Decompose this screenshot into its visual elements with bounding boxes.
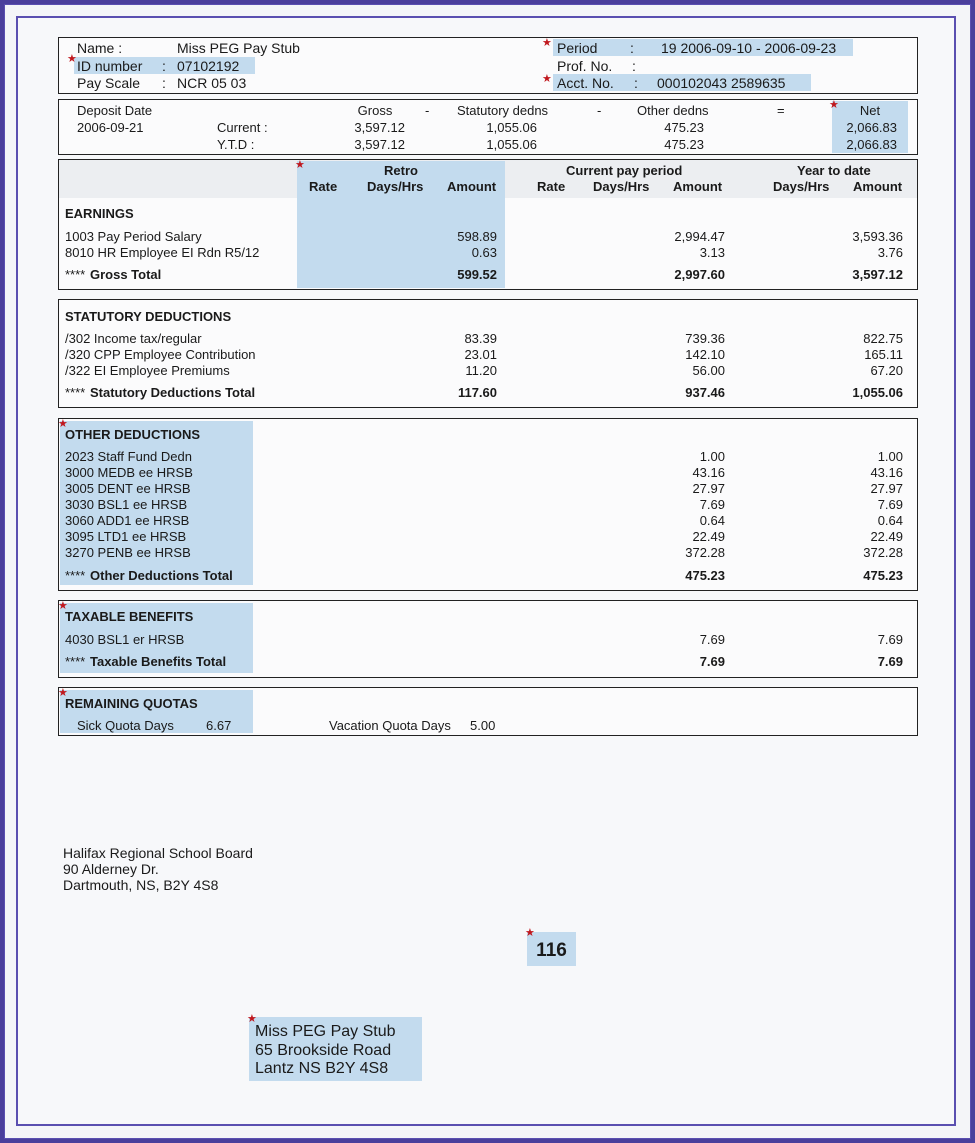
current-total: 7.69	[699, 654, 725, 669]
days-hrs-header: Days/Hrs	[593, 179, 650, 194]
ytd-amount: 43.16	[870, 465, 903, 480]
current-amount: 2,994.47	[674, 229, 725, 244]
year-to-date-header: Year to date	[797, 163, 871, 178]
mailing-line: 65 Brookside Road	[255, 1042, 392, 1059]
vacation-quota-value: 5.00	[470, 718, 496, 733]
statutory-header: Statutory dedns	[457, 103, 549, 118]
row-label: 3060 ADD1 ee HRSB	[65, 513, 190, 528]
gross-header: Gross	[357, 103, 393, 118]
total-label: Other Deductions Total	[90, 568, 233, 583]
retro-amount: 83.39	[464, 331, 497, 346]
ytd-amount: 27.97	[870, 481, 903, 496]
current-amount: 22.49	[692, 529, 725, 544]
total-label: Statutory Deductions Total	[90, 385, 256, 400]
row-label: 8010 HR Employee EI Rdn R5/12	[65, 245, 260, 260]
prof-no-colon: :	[632, 58, 636, 74]
page-number: 116	[536, 940, 567, 961]
current-amount: 43.16	[692, 465, 725, 480]
total-prefix: ****	[65, 568, 86, 583]
total-prefix: ****	[65, 654, 86, 669]
ytd-total: 3,597.12	[852, 267, 903, 282]
other-deductions-title: OTHER DEDUCTIONS	[65, 427, 201, 442]
current-amount: 7.69	[699, 632, 725, 647]
pay-scale-colon: :	[162, 75, 166, 91]
current-amount: 739.36	[685, 331, 725, 346]
acct-no-colon: :	[634, 75, 638, 91]
ytd-total: 1,055.06	[852, 385, 903, 400]
deposit-statutory: 1,055.06	[486, 137, 537, 152]
marker-star-icon: ★	[542, 36, 552, 49]
marker-star-icon: ★	[542, 72, 552, 85]
employer-line: 90 Alderney Dr.	[63, 861, 159, 877]
deposit-net: 2,066.83	[846, 137, 897, 152]
current-amount: 0.64	[699, 513, 725, 528]
row-label: /320 CPP Employee Contribution	[65, 347, 256, 362]
acct-no-label: Acct. No.	[557, 75, 614, 91]
total-prefix: ****	[65, 267, 86, 282]
amount-header: Amount	[673, 179, 723, 194]
prof-no-label: Prof. No.	[557, 58, 613, 74]
equals-sign: =	[777, 103, 785, 118]
amount-header: Amount	[853, 179, 903, 194]
marker-star-icon: ★	[247, 1012, 257, 1025]
deposit-other: 475.23	[664, 137, 704, 152]
deposit-gross: 3,597.12	[354, 120, 405, 135]
deposit-other: 475.23	[664, 120, 704, 135]
current-amount: 3.13	[699, 245, 725, 260]
row-label: 3030 BSL1 ee HRSB	[65, 497, 188, 512]
current-period-header: Current pay period	[566, 163, 683, 178]
total-prefix: ****	[65, 385, 86, 400]
mailing-line: Lantz NS B2Y 4S8	[255, 1060, 389, 1077]
rate-header: Rate	[309, 179, 338, 194]
marker-star-icon: ★	[58, 599, 68, 612]
row-label: 3000 MEDB ee HRSB	[65, 465, 193, 480]
minus-sign: -	[597, 103, 602, 118]
period-label: Period	[557, 40, 598, 56]
marker-star-icon: ★	[295, 158, 305, 171]
ytd-amount: 3.76	[877, 245, 903, 260]
total-label: Gross Total	[90, 267, 162, 282]
net-header: Net	[859, 103, 881, 118]
row-label: 4030 BSL1 er HRSB	[65, 632, 185, 647]
marker-star-icon: ★	[829, 98, 839, 111]
retro-total: 117.60	[457, 385, 497, 400]
days-hrs-header: Days/Hrs	[773, 179, 830, 194]
current-total: 2,997.60	[674, 267, 725, 282]
current-amount: 1.00	[699, 449, 725, 464]
other-dedns-header: Other dedns	[637, 103, 709, 118]
current-total: 475.23	[685, 568, 725, 583]
minus-sign: -	[425, 103, 430, 118]
statutory-title: STATUTORY DEDUCTIONS	[65, 309, 232, 324]
current-amount: 27.97	[692, 481, 725, 496]
row-label: 1003 Pay Period Salary	[65, 229, 202, 244]
taxable-benefits-title: TAXABLE BENEFITS	[65, 609, 194, 624]
sick-quota-value: 6.67	[206, 718, 232, 733]
name-value: Miss PEG Pay Stub	[177, 40, 300, 56]
sick-quota-label: Sick Quota Days	[77, 718, 174, 733]
marker-star-icon: ★	[525, 926, 535, 939]
retro-amount: 598.89	[457, 229, 497, 244]
ytd-amount: 67.20	[870, 363, 903, 378]
employer-line: Halifax Regional School Board	[63, 845, 253, 861]
ytd-amount: 3,593.36	[852, 229, 903, 244]
deposit-date-label: Deposit Date	[77, 103, 153, 118]
vacation-quota-label: Vacation Quota Days	[329, 718, 451, 733]
period-colon: :	[630, 40, 634, 56]
amount-header: Amount	[447, 179, 497, 194]
marker-star-icon: ★	[58, 417, 68, 430]
deposit-net: 2,066.83	[846, 120, 897, 135]
retro-amount: 23.01	[464, 347, 497, 362]
id-colon: :	[162, 58, 166, 74]
pay-scale-value: NCR 05 03	[177, 75, 247, 91]
marker-star-icon: ★	[67, 52, 77, 65]
ytd-amount: 165.11	[864, 347, 903, 362]
row-label: 3095 LTD1 ee HRSB	[65, 529, 187, 544]
rate-header: Rate	[537, 179, 566, 194]
row-label: /322 EI Employee Premiums	[65, 363, 230, 378]
deposit-date-value: 2006-09-21	[77, 120, 144, 135]
retro-amount: 11.20	[465, 363, 497, 378]
row-label: 3005 DENT ee HRSB	[65, 481, 191, 496]
name-label: Name :	[77, 40, 123, 56]
deposit-row-label: Current :	[217, 120, 268, 135]
remaining-quotas-title: REMAINING QUOTAS	[65, 696, 198, 711]
marker-star-icon: ★	[58, 686, 68, 699]
current-amount: 372.28	[685, 545, 725, 560]
row-label: 3270 PENB ee HRSB	[65, 545, 191, 560]
earnings-title: EARNINGS	[65, 206, 134, 221]
ytd-total: 475.23	[863, 568, 903, 583]
deposit-gross: 3,597.12	[354, 137, 405, 152]
current-amount: 7.69	[699, 497, 725, 512]
row-label: 2023 Staff Fund Dedn	[65, 449, 192, 464]
ytd-amount: 1.00	[877, 449, 903, 464]
row-label: /302 Income tax/regular	[65, 331, 202, 346]
total-label: Taxable Benefits Total	[90, 654, 227, 669]
id-value: 07102192	[177, 58, 240, 74]
retro-amount: 0.63	[471, 245, 497, 260]
pay-scale-label: Pay Scale	[77, 75, 141, 91]
ytd-amount: 7.69	[877, 497, 903, 512]
ytd-amount: 22.49	[870, 529, 903, 544]
retro-header: Retro	[384, 163, 418, 178]
ytd-amount: 7.69	[877, 632, 903, 647]
mailing-line: Miss PEG Pay Stub	[255, 1023, 396, 1040]
deposit-row-label: Y.T.D :	[217, 137, 255, 152]
employer-line: Dartmouth, NS, B2Y 4S8	[63, 877, 219, 893]
id-label: ID number	[77, 58, 143, 74]
ytd-amount: 0.64	[877, 513, 903, 528]
days-hrs-header: Days/Hrs	[367, 179, 424, 194]
period-value: 19 2006-09-10 - 2006-09-23	[661, 40, 837, 56]
deposit-statutory: 1,055.06	[486, 120, 537, 135]
ytd-amount: 372.28	[863, 545, 903, 560]
acct-no-value: 000102043 2589635	[657, 75, 786, 91]
retro-total: 599.52	[457, 267, 497, 282]
ytd-amount: 822.75	[863, 331, 903, 346]
ytd-total: 7.69	[877, 654, 903, 669]
current-total: 937.46	[685, 385, 725, 400]
current-amount: 56.00	[692, 363, 725, 378]
current-amount: 142.10	[685, 347, 725, 362]
